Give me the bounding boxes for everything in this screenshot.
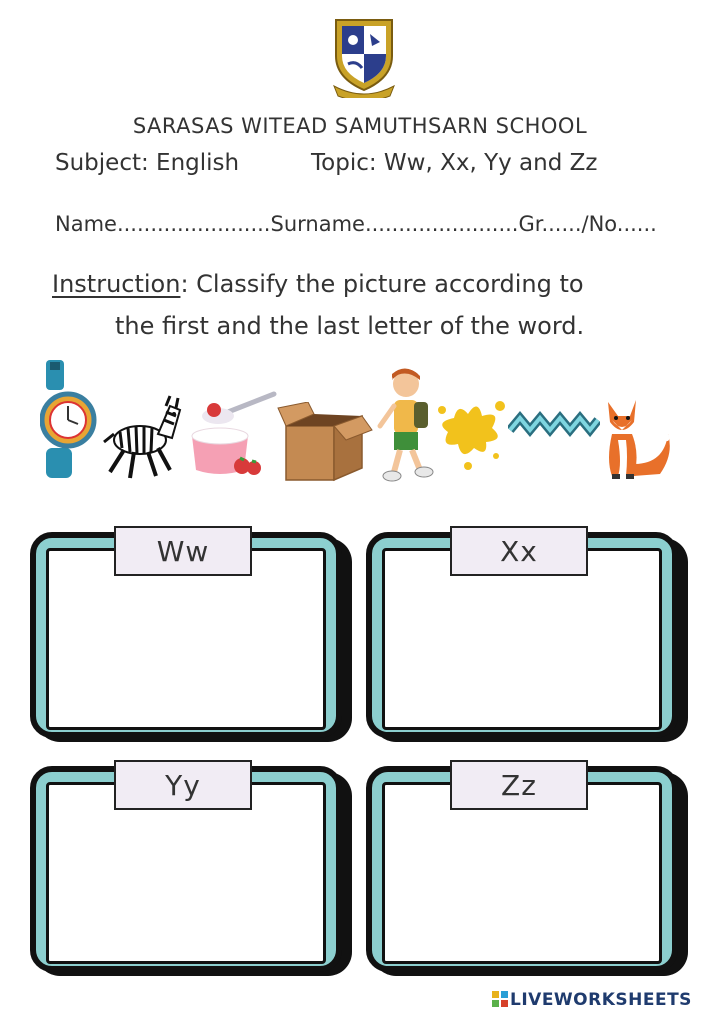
liveworksheets-logo-icon <box>492 991 508 1012</box>
box-ww[interactable] <box>30 532 352 742</box>
box-yy[interactable] <box>30 766 352 976</box>
instruction-line-1 <box>52 270 584 298</box>
box-zz[interactable] <box>366 766 688 976</box>
name-surname-line: Name.......................Surname.......................Gr....../No...... <box>55 212 657 236</box>
school-crest-icon <box>328 12 400 98</box>
yogurt-icon[interactable] <box>188 388 280 488</box>
box-xx[interactable] <box>366 532 688 742</box>
subject-line: Subject: English <box>55 150 240 176</box>
instruction-label: Instruction <box>52 270 181 298</box>
box-label: Xx <box>450 526 588 576</box>
school-name: SARASAS WITEAD SAMUTHSARN SCHOOL <box>132 114 588 138</box>
walking-boy-icon[interactable] <box>376 366 438 488</box>
instruction-line-2: the first and the last letter of the word. <box>115 312 585 340</box>
zigzag-icon[interactable] <box>508 408 600 448</box>
fox-icon[interactable] <box>600 394 674 484</box>
box-label: Zz <box>450 760 588 810</box>
box-label: Ww <box>114 526 252 576</box>
box-label: Yy <box>114 760 252 810</box>
splash-icon[interactable] <box>434 396 508 480</box>
watch-icon[interactable] <box>40 358 100 486</box>
instruction-text-1: : Classify the picture according to <box>180 270 584 298</box>
brand-text: LIVEWORKSHEETS <box>510 990 692 1010</box>
zebra-icon[interactable] <box>100 386 184 486</box>
liveworksheets-brand <box>492 990 692 1012</box>
topic-line: Topic: Ww, Xx, Yy and Zz <box>311 150 598 176</box>
box-icon[interactable] <box>276 402 374 486</box>
